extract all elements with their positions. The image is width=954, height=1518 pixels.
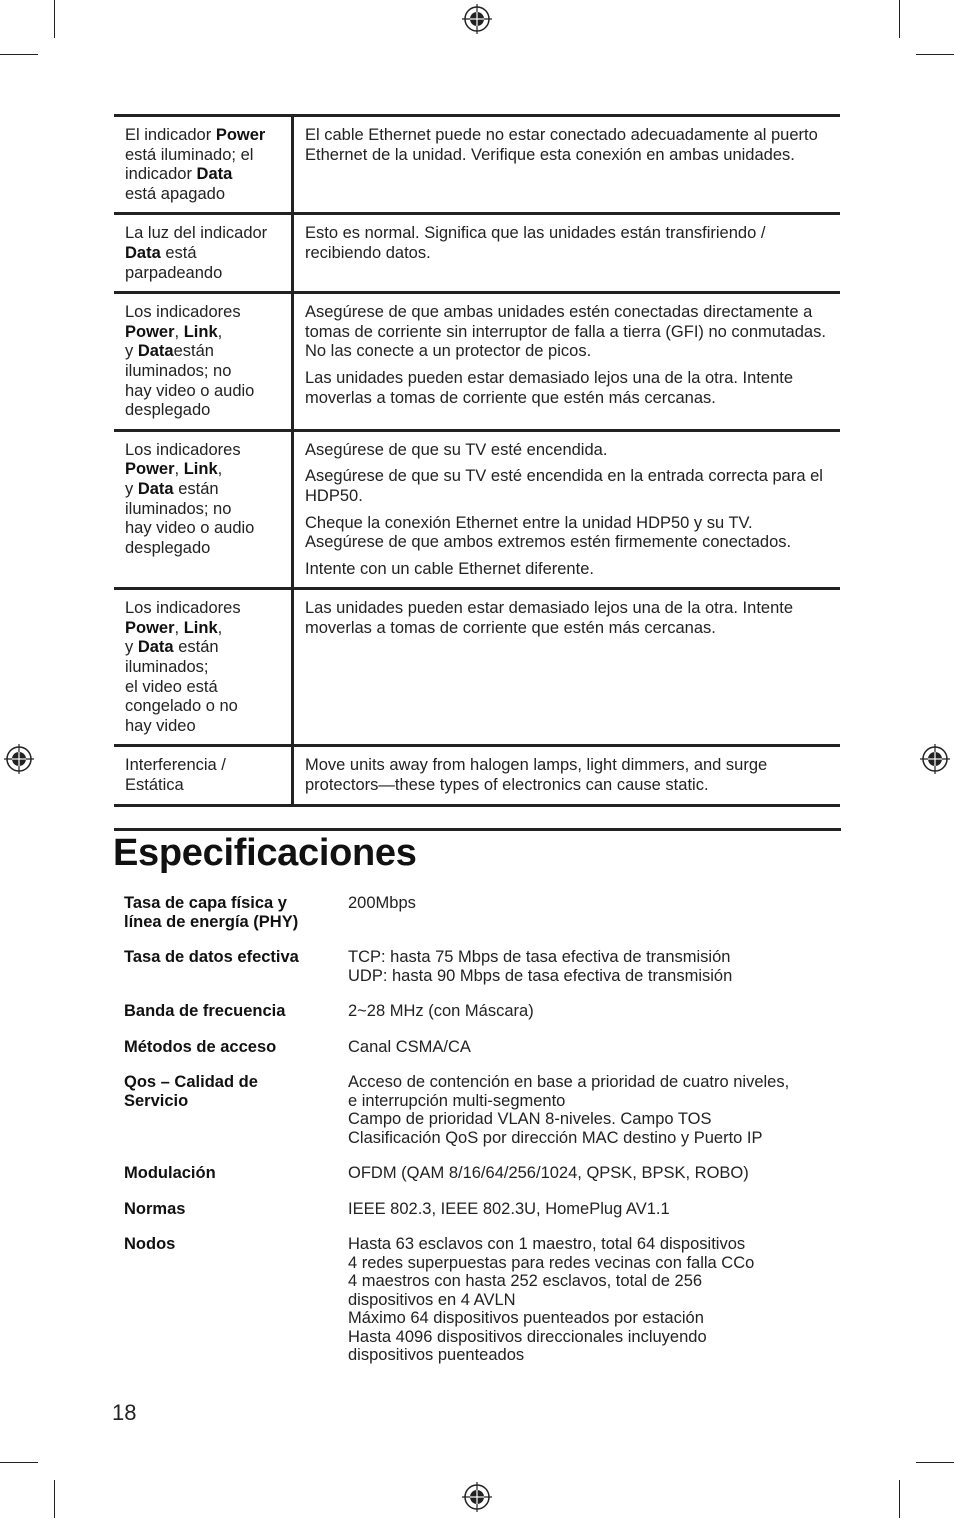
problem-text: iluminados; no (125, 499, 232, 518)
solution-text: Intente con un cable Ethernet diferente. (305, 559, 594, 578)
spec-value (348, 894, 834, 931)
spec-label (124, 948, 348, 985)
problem-cell (114, 589, 293, 746)
problem-cell (114, 430, 293, 589)
spec-label-line: Nodos (124, 1235, 176, 1253)
indicator-name: Power (215, 126, 266, 144)
page-number: 18 (112, 1400, 137, 1425)
problem-text: y (125, 638, 138, 657)
spec-value (348, 1200, 834, 1219)
spec-value-line: OFDM (QAM 8/16/64/256/1024, QPSK, BPSK, ROBO) (348, 1164, 749, 1182)
table-row (114, 430, 840, 589)
problem-text: Los indicadores (125, 303, 241, 322)
spec-label-line: Modulación (124, 1164, 216, 1182)
spec-label-line: Tasa de capa física y (124, 894, 287, 912)
spec-value-line: 4 redes superpuestas para redes vecinas con falla CCo (348, 1253, 755, 1272)
registration-mark-icon (462, 1482, 492, 1512)
table-row (114, 589, 840, 746)
solution-text: Esto es normal. Significa que las unidades están transfiriendo / recibiendo datos. (305, 224, 766, 262)
solution-text: Asegúrese de que ambas unidades estén conectadas directamente a tomas de corriente sin interruptor de falla a tierra (GFI) no conmutadas. No las conecte a un protector de picos. (305, 303, 826, 361)
spec-row (124, 1073, 834, 1147)
solution-text: Las unidades pueden estar demasiado lejos una de la otra. Intente moverlas a tomas de corriente que estén más cercanas. (305, 599, 794, 637)
solution-text: Cheque la conexión Ethernet entre la unidad HDP50 y su TV. Asegúrese de que ambos extremos estén firmemente conectados. (305, 513, 792, 552)
problem-text: parpadeando (125, 263, 223, 282)
indicator-name: Power (125, 618, 175, 637)
crop-mark (54, 1480, 55, 1518)
spec-value-line: dispositivos en 4 AVLN (348, 1290, 516, 1309)
indicator-name: Data (137, 479, 174, 498)
spec-label (124, 1164, 348, 1183)
spec-value-line: Hasta 4096 dispositivos direccionales incluyendo (348, 1327, 707, 1346)
solution-text: Move units away from halogen lamps, light dimmers, and surge protectors—these types of electronics can cause static. (305, 756, 768, 795)
crop-mark (899, 0, 900, 38)
spec-value-line: 4 maestros con hasta 252 esclavos, total de 256 (348, 1272, 703, 1290)
solution-cell (293, 430, 841, 589)
crop-mark (0, 54, 38, 55)
spec-value (348, 1235, 834, 1365)
spec-label-line: Banda de frecuencia (124, 1002, 286, 1020)
spec-value-line: Canal CSMA/CA (348, 1037, 471, 1056)
table-row (114, 293, 840, 431)
spec-value-line: 2~28 MHz (con Máscara) (348, 1002, 534, 1020)
spec-label-line: Qos – Calidad de (124, 1073, 258, 1091)
spec-label-line: Tasa de datos efectiva (124, 948, 299, 966)
problem-text: , (174, 618, 184, 637)
solution-cell (293, 746, 841, 805)
spec-value-line: Campo de prioridad VLAN 8-niveles. Campo TOS (348, 1110, 712, 1128)
problem-text: Estática (125, 776, 184, 795)
problem-text: Los indicadores (125, 440, 241, 459)
problem-text: hay video o audio (125, 519, 255, 538)
problem-text: iluminados; (125, 658, 209, 677)
spec-row (124, 948, 834, 985)
spec-row (124, 1235, 834, 1365)
spec-label-line: Normas (124, 1199, 186, 1218)
spec-row (124, 1002, 834, 1021)
section-title: Especificaciones (113, 832, 417, 874)
spec-label (124, 894, 348, 931)
problem-cell (114, 214, 293, 293)
problem-text: hay video o audio (125, 381, 255, 400)
spec-row (124, 894, 834, 931)
problem-text: y (125, 479, 138, 498)
registration-mark-icon (462, 4, 492, 34)
problem-text: desplegado (125, 401, 211, 420)
solution-text: Asegúrese de que su TV esté encendida. (305, 440, 608, 459)
problem-text: y (125, 342, 138, 361)
problem-text: Los indicadores (125, 599, 241, 618)
spec-label (124, 1235, 348, 1365)
problem-text: desplegado (125, 538, 211, 557)
spec-row (124, 1200, 834, 1219)
solution-cell (293, 214, 841, 293)
spec-value-line: dispositivos puenteados (348, 1346, 525, 1364)
indicator-name: Power (125, 460, 175, 479)
indicator-name: Power (125, 322, 175, 341)
indicator-name: Data (137, 342, 174, 361)
problem-text: el video está (125, 677, 218, 696)
indicator-name: Link (183, 460, 218, 479)
spec-label-line: línea de energía (PHY) (124, 912, 299, 931)
spec-value-line: Máximo 64 dispositivos puenteados por estación (348, 1309, 704, 1327)
problem-text: hay video (125, 716, 196, 735)
spec-value (348, 1038, 834, 1057)
table-row (114, 214, 840, 293)
indicator-name: Link (183, 618, 218, 637)
indicator-name: Data (137, 638, 174, 657)
solution-cell (293, 589, 841, 746)
problem-text: , (217, 618, 223, 637)
problem-text: están (173, 342, 214, 361)
registration-mark-icon (920, 744, 950, 774)
solution-cell (293, 293, 841, 431)
problem-text: indicador (125, 165, 197, 184)
problem-text: iluminados; no (125, 361, 232, 380)
problem-text: , (217, 322, 223, 341)
section-divider (114, 828, 841, 831)
indicator-name: Data (196, 165, 233, 184)
table-row (114, 116, 840, 214)
spec-value-line: TCP: hasta 75 Mbps de tasa efectiva de transmisión (348, 948, 731, 966)
crop-mark (916, 54, 954, 55)
spec-value (348, 1164, 834, 1183)
problem-text: está apagado (125, 184, 226, 203)
spec-label (124, 1002, 348, 1021)
problem-text: La luz del indicador (125, 224, 268, 243)
problem-cell (114, 293, 293, 431)
registration-mark-icon (4, 744, 34, 774)
table-row (114, 746, 840, 805)
problem-cell (114, 116, 293, 214)
problem-text: , (174, 322, 184, 341)
spec-value (348, 1073, 834, 1147)
spec-label (124, 1200, 348, 1219)
indicator-name: Link (183, 322, 218, 341)
problem-text: están (173, 638, 219, 657)
problem-text: congelado o no (125, 697, 238, 716)
problem-text: El indicador (125, 126, 216, 144)
problem-cell (114, 746, 293, 805)
specifications-list (124, 894, 834, 1382)
spec-label (124, 1073, 348, 1147)
solution-text: El cable Ethernet puede no estar conectado adecuadamente al puerto Ethernet de la unidad. Verifique esta conexión en ambas unidades. (305, 126, 818, 164)
indicator-name: Data (125, 243, 161, 262)
problem-text: están (173, 479, 219, 498)
spec-value-line: Acceso de contención en base a prioridad de cuatro niveles, (348, 1073, 790, 1091)
spec-value-line: Clasificación QoS por dirección MAC destino y Puerto IP (348, 1128, 763, 1147)
crop-mark (0, 1462, 38, 1463)
problem-text: , (174, 460, 184, 479)
spec-label-line: Métodos de acceso (124, 1037, 277, 1056)
spec-row (124, 1038, 834, 1057)
problem-text: , (217, 460, 223, 479)
spec-value-line: UDP: hasta 90 Mbps de tasa efectiva de transmisión (348, 966, 733, 985)
solution-text: Las unidades pueden estar demasiado lejos una de la otra. Intente moverlas a tomas de corriente que estén más cercanas. (305, 368, 794, 407)
spec-value-line: e interrupción multi-segmento (348, 1091, 566, 1110)
crop-mark (916, 1462, 954, 1463)
spec-row (124, 1164, 834, 1183)
problem-text: Interferencia / (125, 756, 226, 775)
spec-label (124, 1038, 348, 1057)
spec-value-line: Hasta 63 esclavos con 1 maestro, total 64 dispositivos (348, 1235, 746, 1253)
spec-label-line: Servicio (124, 1091, 189, 1110)
spec-value (348, 1002, 834, 1021)
spec-value-line: IEEE 802.3, IEEE 802.3U, HomePlug AV1.1 (348, 1199, 670, 1218)
problem-text: está (160, 243, 197, 262)
crop-mark (899, 1480, 900, 1518)
solution-text: Asegúrese de que su TV esté encendida en la entrada correcta para el HDP50. (305, 467, 823, 505)
troubleshooting-table (114, 114, 840, 807)
spec-value (348, 948, 834, 985)
spec-value-line: 200Mbps (348, 894, 416, 912)
troubleshooting-table-body (114, 116, 840, 806)
crop-mark (54, 0, 55, 38)
problem-text: está iluminado; el (125, 145, 254, 164)
solution-cell (293, 116, 841, 214)
